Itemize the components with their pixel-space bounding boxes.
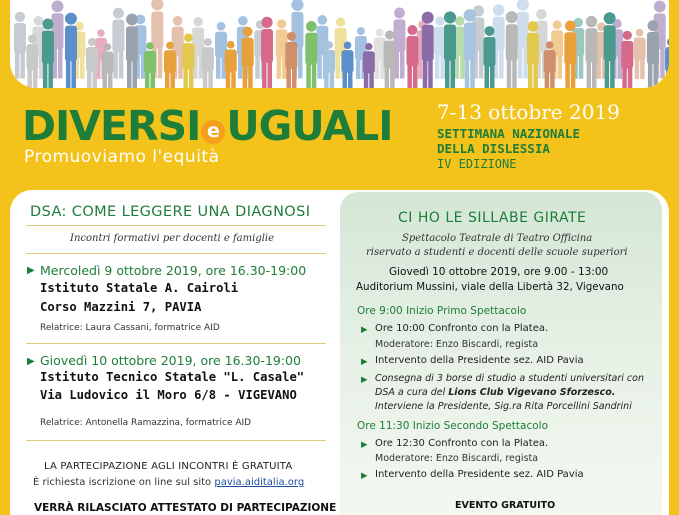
free-event: EVENTO GRATUITO (455, 500, 556, 511)
show-venue: Auditorium Mussini, viale della Libertà 32, Vigevano (356, 281, 624, 293)
arrow-icon: ▶ (27, 265, 35, 276)
program-item-cont: Interviene la Presidente, Sig.ra Rita Porcellini Sandrini (375, 401, 632, 412)
show-audience: riservato a studenti e docenti delle scuole superiori (366, 247, 628, 258)
divider (26, 440, 326, 441)
program-item: Intervento della Presidente sez. AID Pavia (375, 355, 584, 366)
person-silhouette (14, 12, 26, 79)
edition: IV EDIZIONE (437, 157, 517, 171)
event-speaker: Relatrice: Antonella Ramazzina, formatrice AID (40, 418, 252, 428)
week-title-line1: SETTIMANA NAZIONALE (437, 126, 580, 141)
brand-right: UGUALI (226, 102, 393, 150)
signup-note (33, 477, 304, 488)
program-item: Ore 10:00 Confronto con la Platea. (375, 323, 549, 334)
arrow-icon: ▶ (361, 375, 368, 385)
left-title: DSA: COME LEGGERE UNA DIAGNOSI (30, 204, 311, 220)
person-silhouette (634, 29, 646, 79)
signup-link[interactable]: pavia.aiditalia.org (214, 477, 305, 488)
event-venue: Istituto Statale A. Cairoli (40, 281, 239, 295)
person-silhouette (621, 31, 633, 88)
event-date: Mercoledì 9 ottobre 2019, ore 16.30-19:00 (40, 263, 307, 278)
person-silhouette (406, 25, 418, 88)
arrow-icon: ▶ (27, 356, 35, 367)
event-address: Via Ludovico il Moro 6/8 - VIGEVANO (40, 388, 297, 402)
arrow-icon: ▶ (361, 325, 368, 335)
person-silhouette (112, 8, 124, 79)
arrow-icon: ▶ (361, 471, 368, 481)
program-note: Moderatore: Enzo Biscardi, regista (375, 453, 539, 464)
divider (26, 343, 326, 344)
person-silhouette (126, 14, 138, 88)
show-date: Giovedì 10 ottobre 2019, ore 9.00 - 13:00 (389, 266, 609, 278)
program-item: Consegna di 3 borse di studio a studenti universitari con (375, 373, 644, 384)
signup-text: È richiesta iscrizione on line sul sito (33, 477, 212, 488)
program-item: Ore 12:30 Confronto con la Platea. (375, 438, 549, 449)
show-subtitle: Spettacolo Teatrale di Teatro Officina (402, 233, 593, 244)
show-title: CI HO LE SILLABE GIRATE (398, 210, 587, 226)
person-silhouette (305, 21, 317, 88)
left-subtitle: Incontri formativi per docenti e famiglie (70, 233, 275, 244)
program-text: DSA a cura del (375, 387, 449, 398)
tagline: Promuoviamo l'equità (24, 147, 220, 167)
arrow-icon: ▶ (361, 440, 368, 450)
program-item: Intervento della Presidente sez. AID Pavia (375, 469, 584, 480)
week-title-line2: DELLA DISLESSIA (437, 141, 550, 156)
section-heading: Ore 9:00 Inizio Primo Spettacolo (357, 305, 527, 317)
program-item-cont (375, 387, 615, 398)
brand-logo (22, 102, 392, 150)
crowd-illustration (10, 0, 669, 88)
event-date: Giovedì 10 ottobre 2019, ore 16.30-19:00 (40, 353, 301, 368)
person-silhouette (506, 11, 518, 88)
event-address: Corso Mazzini 7, PAVIA (40, 300, 202, 314)
section-heading: Ore 11:30 Inizio Secondo Spettacolo (357, 420, 549, 432)
divider (26, 225, 326, 226)
free-participation: LA PARTECIPAZIONE AGLI INCONTRI È GRATUITA (44, 461, 293, 472)
lions-club: Lions Club Vigevano Sforzesco. (448, 387, 616, 398)
header-banner (10, 0, 669, 88)
arrow-icon: ▶ (361, 357, 368, 367)
person-silhouette (444, 11, 456, 88)
brand-left: DIVERSI (22, 102, 201, 150)
person-silhouette (586, 16, 598, 88)
event-dates: 7-13 ottobre 2019 (437, 100, 620, 124)
divider (26, 253, 326, 254)
program-note: Moderatore: Enzo Biscardi, regista (375, 339, 539, 350)
certificate-note: VERRÀ RILASCIATO ATTESTATO DI PARTECIPAZIONE (34, 502, 337, 514)
brand-e: e (201, 120, 225, 144)
event-speaker: Relatrice: Laura Cassani, formatrice AID (40, 323, 220, 333)
event-venue: Istituto Tecnico Statale "L. Casale" (40, 370, 305, 384)
person-silhouette (65, 13, 77, 88)
